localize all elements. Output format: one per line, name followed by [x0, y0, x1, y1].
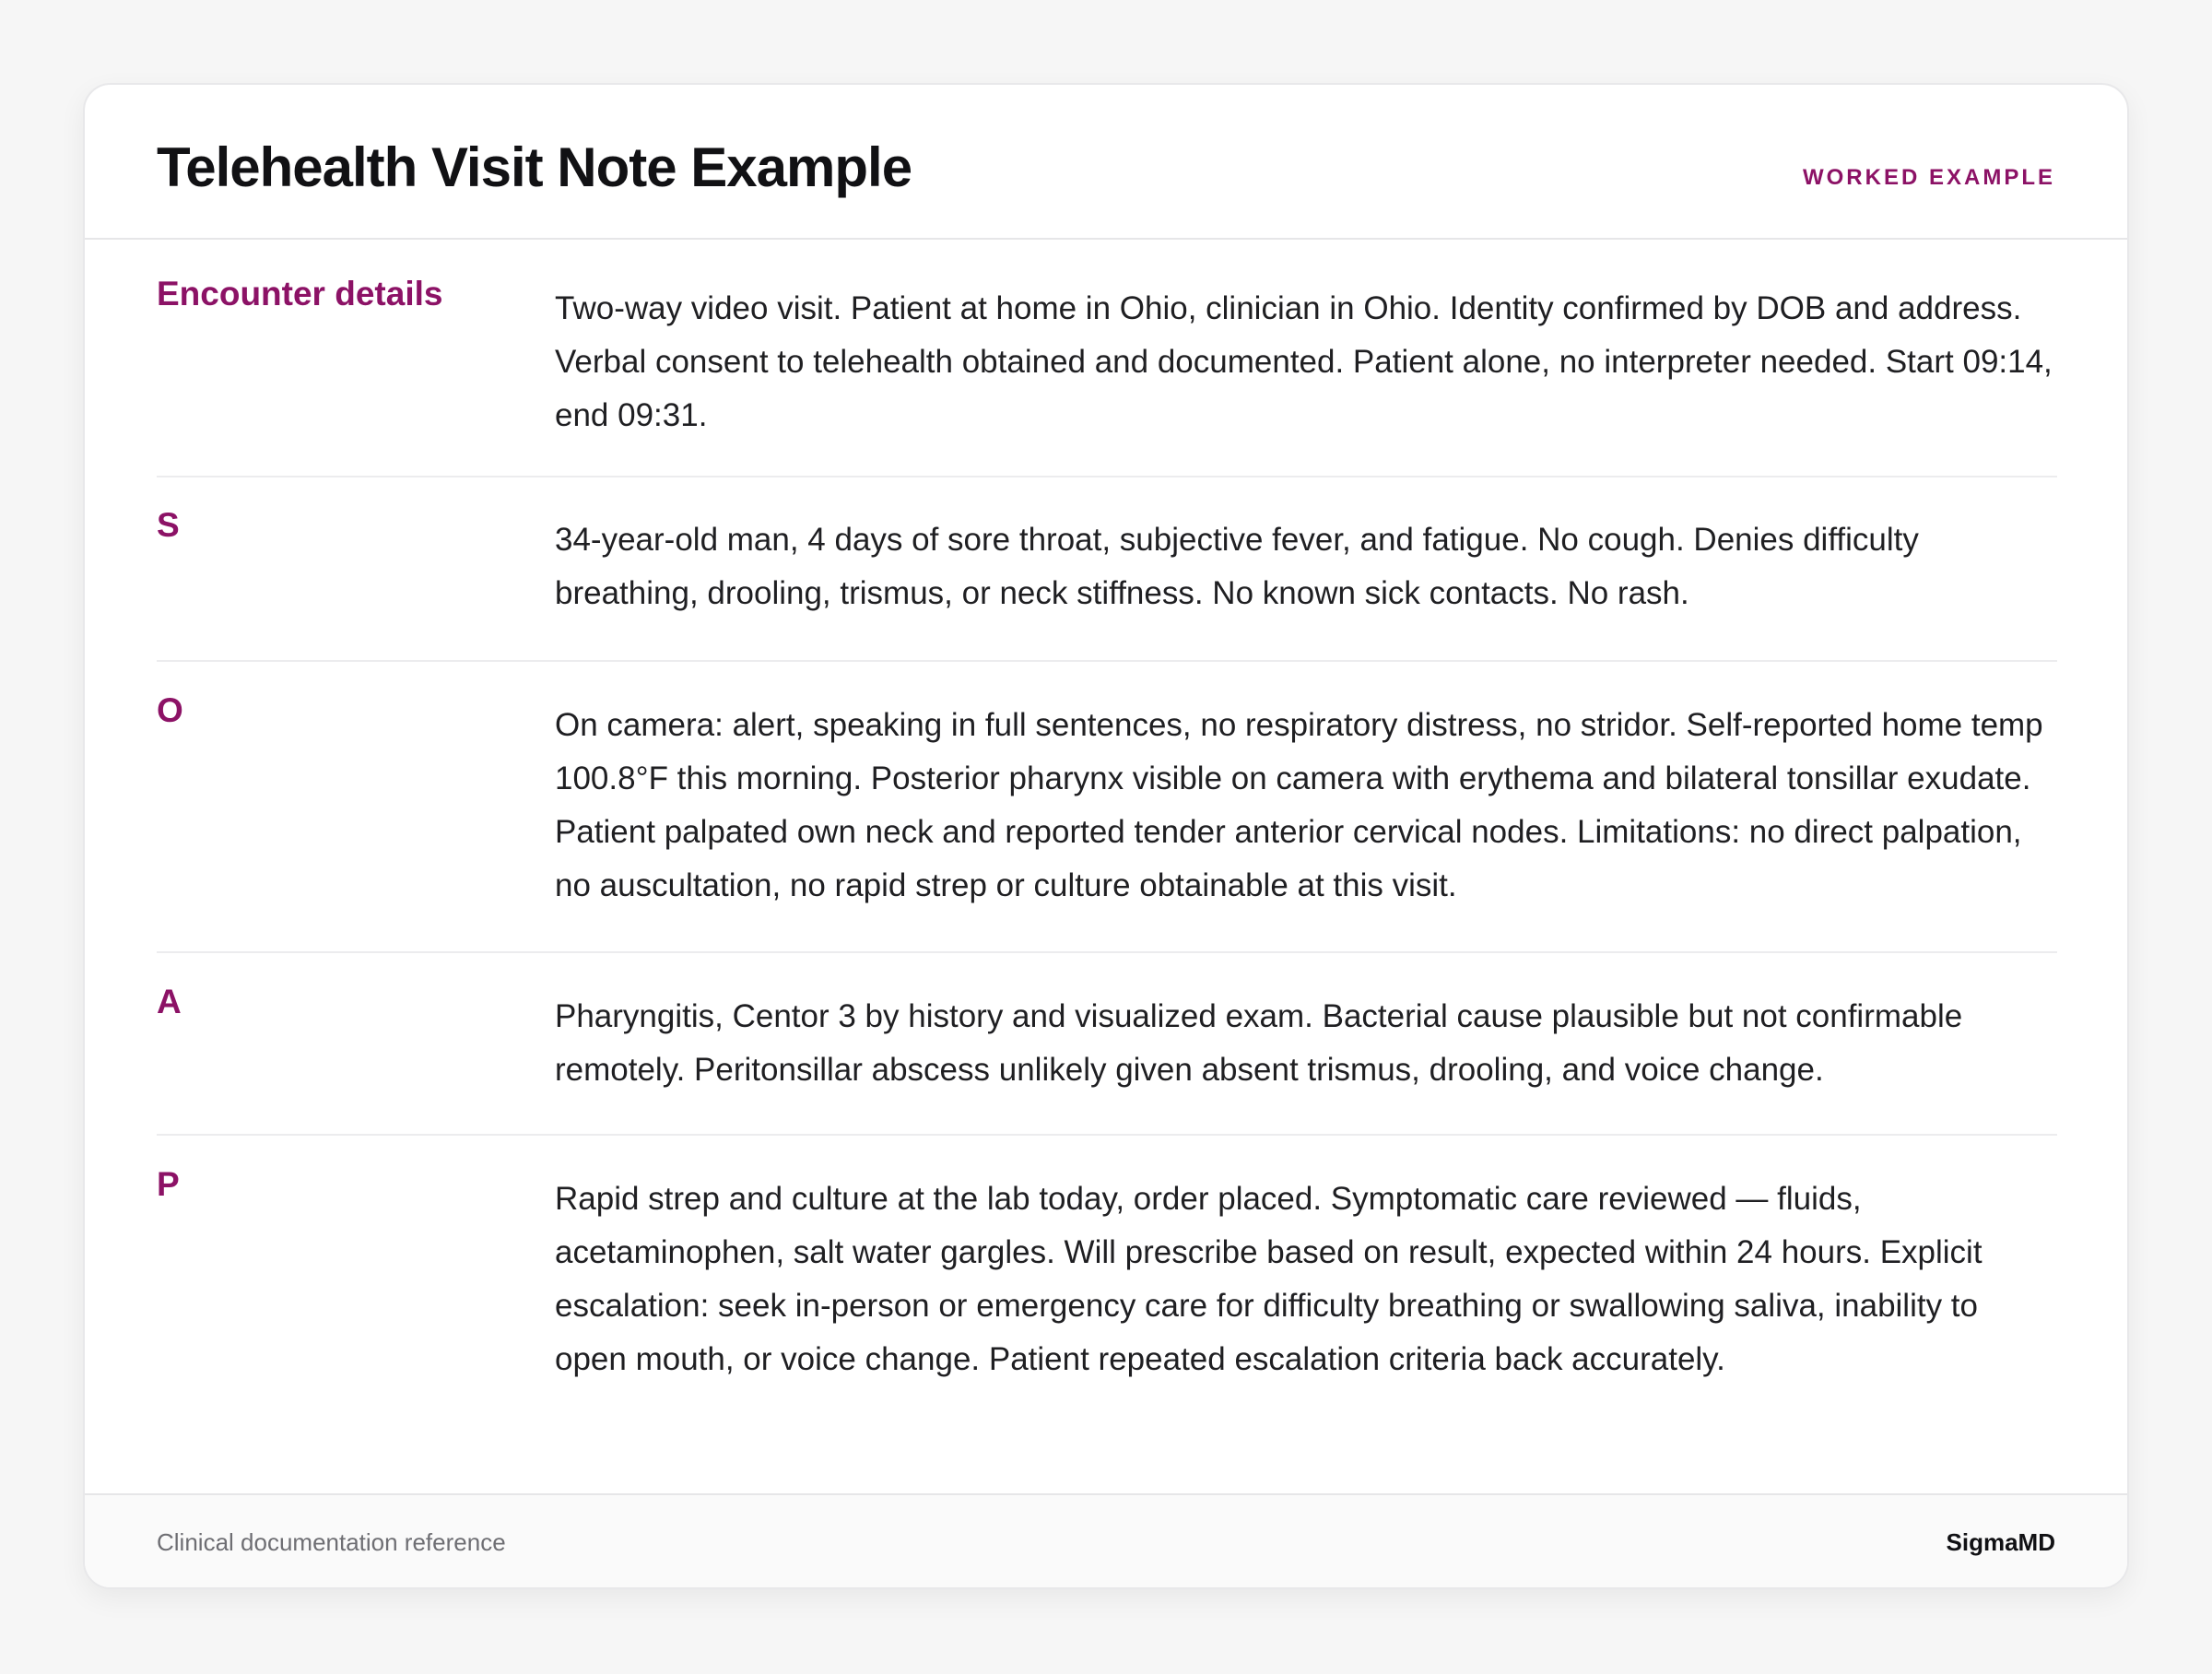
- section-text: Two-way video visit. Patient at home in Ohio, clinician in Ohio. Identity confirmed by DOB and address. Verbal consent to telehealth obtained and documented. Patient alone, no interpreter needed. Start 09:14, end 09:31.: [555, 290, 2053, 433]
- section-label: S: [157, 506, 180, 544]
- section-subjective: [157, 477, 2057, 662]
- note-card: [83, 83, 2129, 1589]
- section-label: P: [157, 1165, 180, 1203]
- section-label: O: [157, 691, 183, 729]
- soap-sections: [157, 240, 2057, 1412]
- section-objective: [157, 662, 2057, 953]
- section-encounter-details: [157, 240, 2057, 477]
- card-header: [85, 85, 2127, 240]
- section-plan: [157, 1136, 2057, 1412]
- footer-caption: Clinical documentation reference: [157, 1528, 506, 1556]
- section-assessment: [157, 953, 2057, 1136]
- worked-example-badge: WORKED EXAMPLE: [1802, 165, 2055, 190]
- section-text: On camera: alert, speaking in full sentences, no respiratory distress, no stridor. Self-reported home temp 100.8°F this morning. Posterior pharynx visible on camera with erythema and bilateral tonsillar exudate. Patient palpated own neck and reported tender anterior cervical nodes. Limitations: no direct palpation, no auscultation, no rapid strep or culture obtainable at this visit.: [555, 707, 2043, 903]
- section-text: 34-year-old man, 4 days of sore throat, subjective fever, and fatigue. No cough. Denies difficulty breathing, drooling, trismus, or neck stiffness. No known sick contacts. No rash.: [555, 522, 1919, 611]
- section-label: Encounter details: [157, 275, 443, 312]
- section-text: Rapid strep and culture at the lab today, order placed. Symptomatic care reviewed — fluids, acetaminophen, salt water gargles. Will prescribe based on result, expected within 24 hours. Explicit escalation: seek in-person or emergency care for difficulty breathing or swallowing saliva, inability to open mouth, or voice change. Patient repeated escalation criteria back accurately.: [555, 1181, 1983, 1377]
- page-title: Telehealth Visit Note Example: [157, 136, 912, 198]
- section-text: Pharyngitis, Centor 3 by history and visualized exam. Bacterial cause plausible but not confirmable remotely. Peritonsillar abscess unlikely given absent trismus, drooling, and voice change.: [555, 998, 1963, 1088]
- section-label: A: [157, 983, 182, 1020]
- card-footer: [85, 1493, 2127, 1587]
- brand-name: SigmaMD: [1946, 1528, 2055, 1556]
